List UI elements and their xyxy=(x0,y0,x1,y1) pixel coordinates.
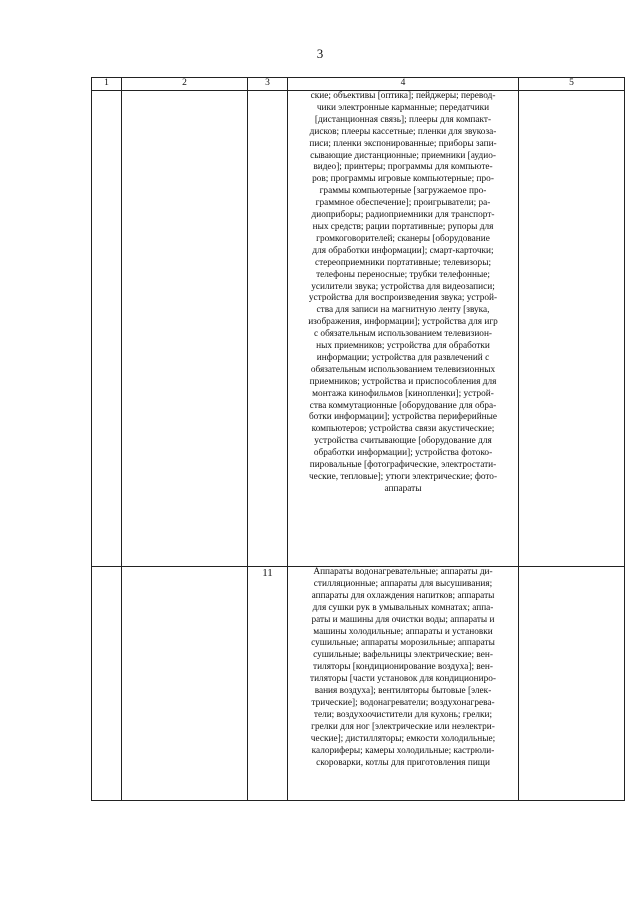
goods-text-line: ства коммутационные [оборудование для обра- xyxy=(309,400,497,411)
goods-text-line: сушильные; вафельницы электрические; вен- xyxy=(313,650,493,661)
goods-text-line: скороварки, котлы для приготовления пищи xyxy=(316,757,490,768)
goods-text-line: Аппараты водонагревательные; аппараты ди- xyxy=(313,567,493,577)
goods-text-line: информации; устройства для развлечений с xyxy=(316,352,490,363)
goods-text-line: обязательным использованием телевизионных xyxy=(310,364,496,375)
column-header-4: 4 xyxy=(288,78,519,91)
column-header-1: 1 xyxy=(92,78,122,91)
goods-text-line: чики электронные карманные; передатчики xyxy=(316,102,490,113)
goods-text-line: приемников; устройства и приспособления для xyxy=(309,376,497,387)
goods-text-line: машины холодильные; аппараты и установки xyxy=(313,626,493,637)
table-header-row xyxy=(92,78,625,91)
goods-text-line: монтажа кинофильмов [кинопленки]; устрой- xyxy=(312,388,494,399)
goods-text-line: изображения, информации]; устройства для игр xyxy=(308,317,498,328)
goods-text-line: ческие]; дистилляторы; емкости холодильные; xyxy=(310,733,496,744)
goods-text-line: пировальные [фотографические, электростати- xyxy=(309,460,497,471)
goods-text-line: ных средств; рации портативные; рупоры для xyxy=(312,221,494,232)
goods-text-line: стереоприемники портативные; телевизоры; xyxy=(314,257,492,268)
cell-col5 xyxy=(519,567,625,801)
goods-text-line: для сушки рук в умывальных комнатах; аппа- xyxy=(312,602,494,613)
cell-col2 xyxy=(122,91,248,567)
goods-text-line: грелки для ног [электрические или неэлектри- xyxy=(311,721,495,732)
column-header-3: 3 xyxy=(248,78,288,91)
goods-text-line: тиляторы [кондиционирование воздуха]; вен- xyxy=(313,662,493,673)
goods-text-line: громкоговорителей; сканеры [оборудование xyxy=(316,233,490,244)
cell-col2 xyxy=(122,567,248,801)
goods-text-line: обработки информации]; устройства фотоко- xyxy=(313,448,493,459)
goods-text-line: тели; воздухоочистители для кухонь; грелки; xyxy=(313,709,493,720)
goods-text-line: устройства считывающие [оборудование для xyxy=(314,436,492,447)
goods-text-line: писи; пленки экспонированные; приборы запи- xyxy=(309,138,497,149)
goods-text-line: ных приемников; устройства для обработки xyxy=(316,341,490,352)
goods-text-line: аппараты xyxy=(384,483,422,494)
goods-text-line: компьютеров; устройства связи акустические; xyxy=(311,424,495,435)
column-header-5: 5 xyxy=(519,78,625,91)
goods-list-cell xyxy=(288,567,519,801)
goods-text-line: раты и машины для очистки воды; аппараты и xyxy=(311,614,495,625)
goods-text-line: устройства для воспроизведения звука; устрой- xyxy=(308,293,498,304)
goods-text-line: ботки информации]; устройства периферийные xyxy=(308,412,498,423)
goods-text-line: с обязательным использованием телевизион- xyxy=(313,329,493,340)
table-row xyxy=(92,91,625,567)
goods-text-line: граммное обеспечение]; проигрыватели; ра- xyxy=(315,198,491,209)
goods-text-line: ства для записи на магнитную ленту [звука, xyxy=(316,305,490,316)
goods-text-line: стилляционные; аппараты для высушивания; xyxy=(313,578,493,589)
table-row xyxy=(92,567,625,801)
goods-text-line: сывающие дистанционные; приемники [аудио- xyxy=(310,150,496,161)
goods-text-line: трические]; водонагреватели; воздухонагрева- xyxy=(311,697,495,708)
cell-col5 xyxy=(519,91,625,567)
goods-text-line: дисков; плееры кассетные; пленки для звукоза- xyxy=(309,126,497,137)
goods-text-line: ров; программы игровые компьютерные; про- xyxy=(312,174,494,185)
cell-col1 xyxy=(92,567,122,801)
class-number-cell xyxy=(248,91,288,567)
class-number-cell: 11 xyxy=(248,567,288,801)
goods-text-line: для обработки информации]; смарт-карточки; xyxy=(312,245,494,256)
goods-text-line: усилители звука; устройства для видеозаписи; xyxy=(311,281,495,292)
goods-text-line: телефоны переносные; трубки телефонные; xyxy=(316,269,490,280)
goods-text-line: сушильные; аппараты морозильные; аппараты xyxy=(311,638,495,649)
goods-text-line: видео]; принтеры; программы для компьюте- xyxy=(313,162,493,173)
cell-col1 xyxy=(92,91,122,567)
column-header-2: 2 xyxy=(122,78,248,91)
page-number: 3 xyxy=(316,46,324,61)
goods-text-line: вания воздуха]; вентиляторы бытовые [элек- xyxy=(314,686,492,697)
goods-text-line: граммы компьютерные [загружаемое про- xyxy=(319,186,487,197)
goods-list-cell xyxy=(288,91,519,567)
goods-text-line: диоприборы; радиоприемники для транспорт- xyxy=(311,210,495,221)
goods-text-line: ческие, тепловые]; утюги электрические; фото- xyxy=(308,472,498,482)
goods-text-line: калориферы; камеры холодильные; кастрюли- xyxy=(311,745,495,756)
goods-text-line: тиляторы [части установок для кондициониро- xyxy=(310,674,496,685)
goods-text-line: ские; объективы [оптика]; пейджеры; перевод- xyxy=(310,91,496,101)
goods-text-line: аппараты для охлаждения напитков; аппараты xyxy=(311,590,495,601)
goods-text-line: [дистанционная связь]; плееры для компакт- xyxy=(314,114,492,125)
goods-classification-table xyxy=(91,77,625,801)
